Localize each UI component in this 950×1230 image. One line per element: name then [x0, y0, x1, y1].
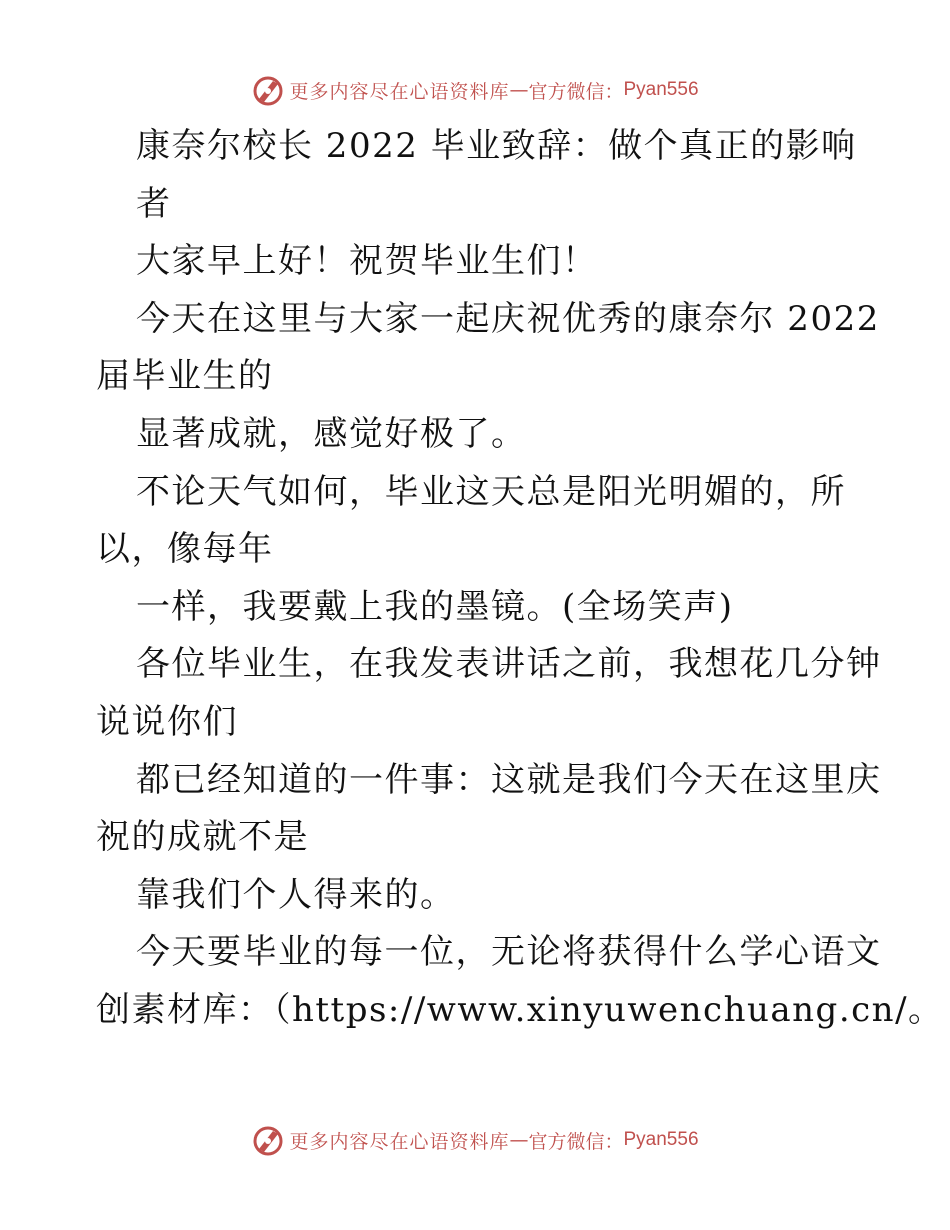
pen-logo-icon — [251, 1123, 285, 1157]
paragraph-line: 显著成就，感觉好极了。 — [136, 413, 527, 454]
banner-main-text: 更多内容尽在心语资料库 — [289, 80, 510, 103]
paragraph-line: 一样，我要戴上我的墨镜。(全场笑声) — [136, 586, 734, 627]
banner-separator: — — [509, 1129, 529, 1151]
paragraph-line: 大家早上好！祝贺毕业生们！ — [136, 241, 598, 282]
banner-wechat-label: 官方微信： — [528, 1130, 624, 1153]
title-line: 康奈尔校长 2022 毕业致辞：做个真正的影响 — [136, 126, 857, 166]
banner-main-text: 更多内容尽在心语资料库 — [289, 1130, 510, 1153]
paragraph-line: 以，像每年 — [96, 529, 274, 570]
paragraph-line: 创素材库：（https://www.xinyuwenchuang.cn/。 — [96, 989, 944, 1030]
banner-wechat-id: Pyan556 — [623, 1129, 699, 1150]
header-banner — [0, 70, 950, 110]
paragraph-line: 都已经知道的一件事：这就是我们今天在这里庆 — [136, 759, 882, 800]
paragraph-line: 今天在这里与大家一起庆祝优秀的康奈尔 2022 — [136, 298, 880, 339]
paragraph-line: 祝的成就不是 — [96, 817, 309, 858]
paragraph-line: 各位毕业生，在我发表讲话之前，我想花几分钟 — [136, 644, 882, 685]
paragraph-line: 说说你们 — [96, 701, 238, 742]
pen-logo-icon — [251, 73, 285, 107]
banner-wechat-label: 官方微信： — [528, 80, 624, 103]
document-body — [96, 118, 944, 1040]
title-line-continued: 者 — [136, 183, 172, 224]
paragraph-line: 今天要毕业的每一位，无论将获得什么学心语文 — [136, 932, 882, 973]
banner-separator: — — [509, 79, 529, 101]
paragraph-line: 届毕业生的 — [96, 356, 274, 397]
banner-wechat-id: Pyan556 — [623, 79, 699, 100]
paragraph-line: 不论天气如何，毕业这天总是阳光明媚的，所 — [136, 471, 846, 512]
paragraph-line: 靠我们个人得来的。 — [136, 874, 456, 915]
footer-banner — [0, 1120, 950, 1160]
